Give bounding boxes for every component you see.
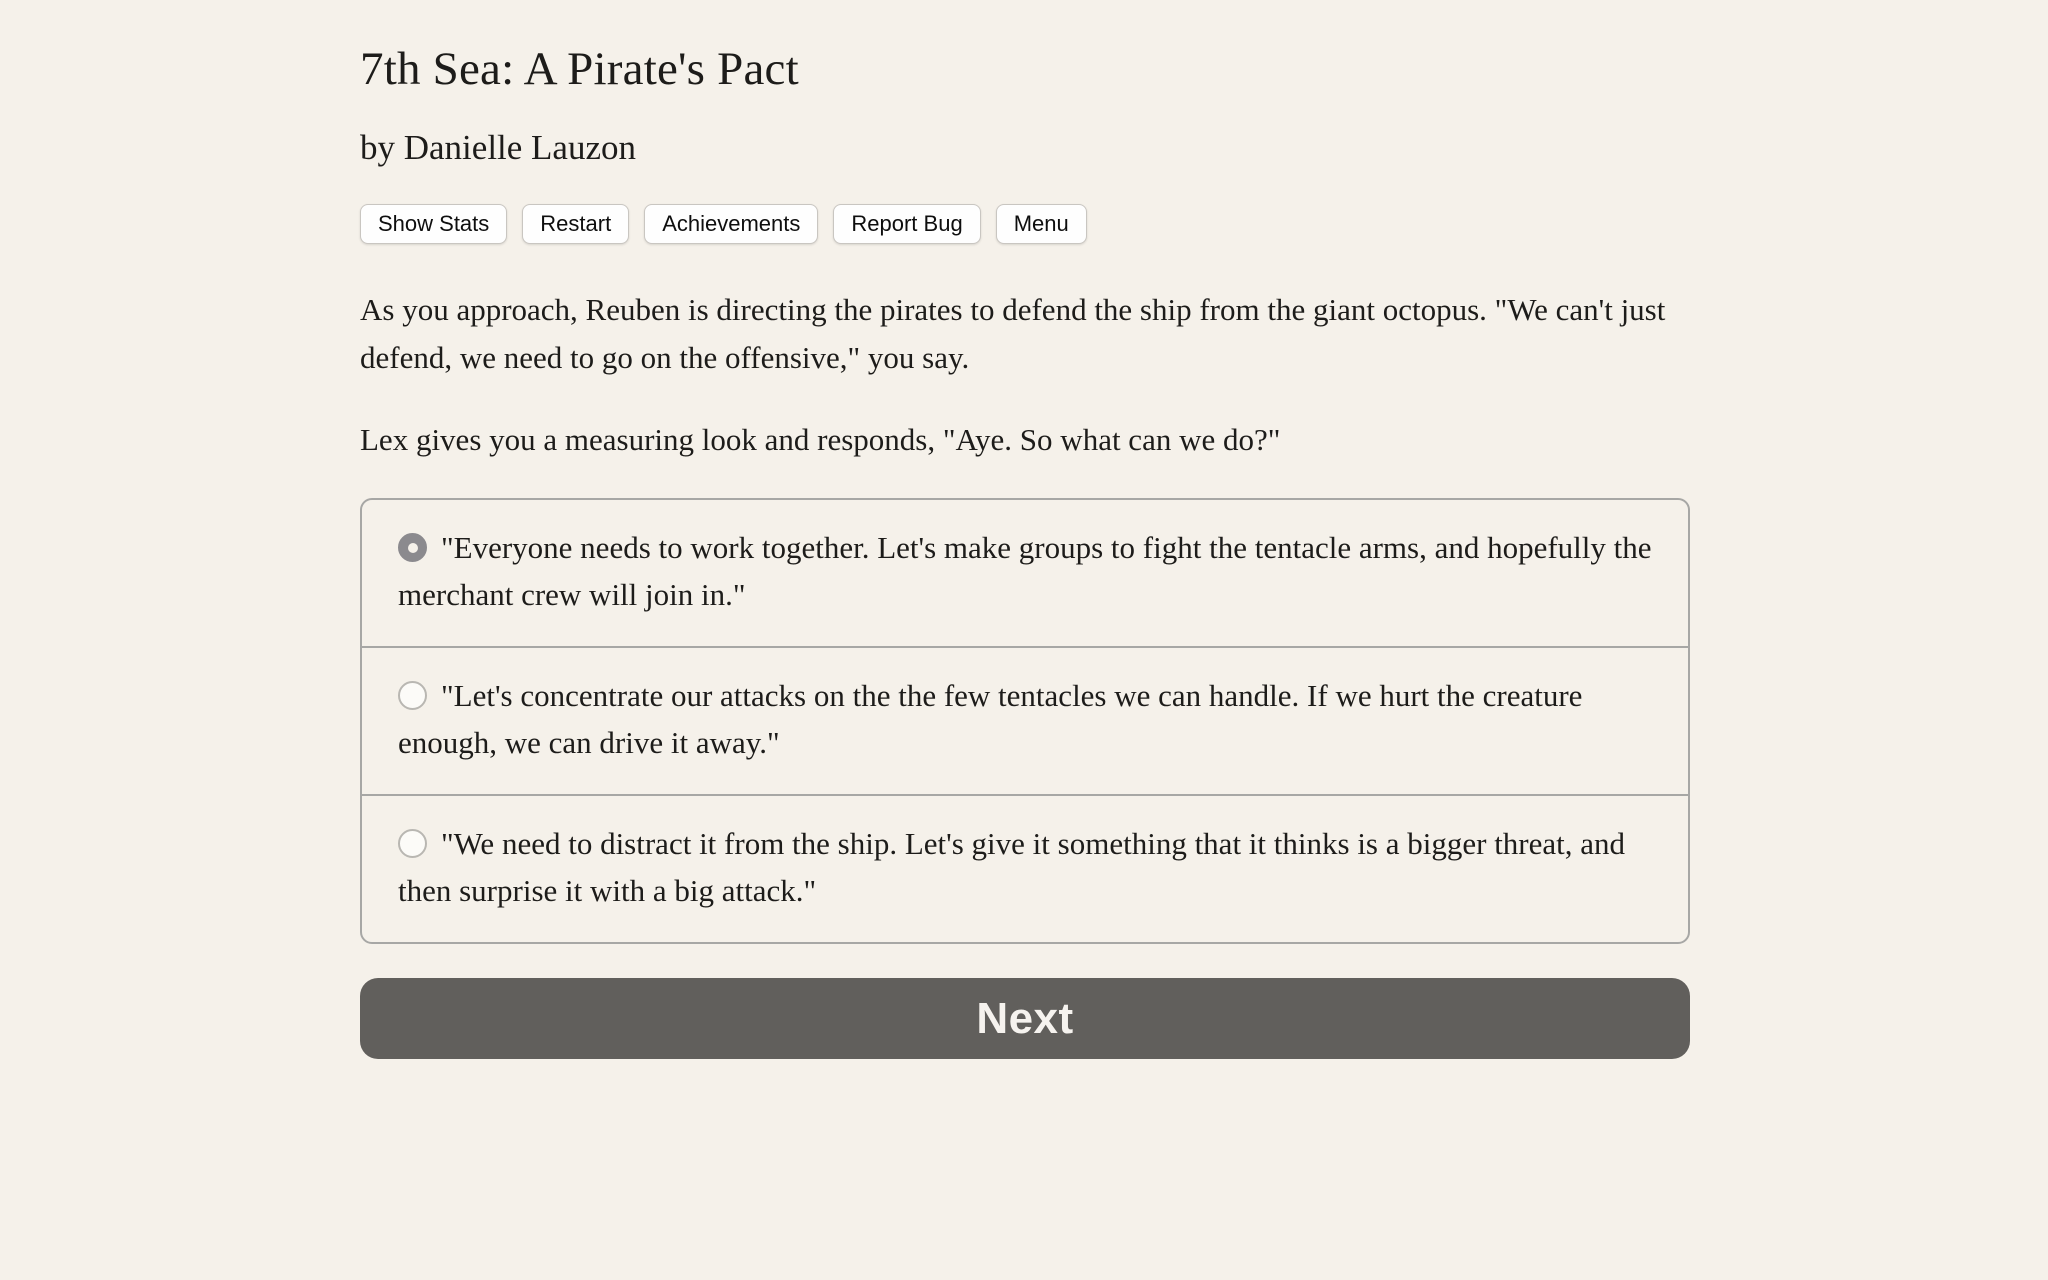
menu-button[interactable]: Menu — [996, 204, 1087, 244]
game-byline: by Danielle Lauzon — [360, 128, 637, 167]
choice-radio[interactable] — [398, 829, 427, 858]
show-stats-button[interactable]: Show Stats — [360, 204, 507, 244]
game-page — [360, 0, 1690, 1059]
choice-list — [360, 498, 1690, 944]
choice-option-3[interactable] — [362, 794, 1688, 942]
choice-radio[interactable] — [398, 681, 427, 710]
choice-label: "Let's concentrate our attacks on the the few tentacles we can handle. If we hurt the creature enough, we can drive it away." — [398, 678, 1583, 761]
choice-label: "We need to distract it from the ship. Let's give it something that it thinks is a bigger threat, and then surprise it with a big attack." — [398, 826, 1626, 909]
achievements-button[interactable]: Achievements — [644, 204, 818, 244]
choice-option-1[interactable] — [362, 500, 1688, 646]
next-button[interactable]: Next — [360, 978, 1690, 1059]
game-title: 7th Sea: A Pirate's Pact — [360, 43, 799, 95]
choice-option-2-text — [398, 678, 1582, 760]
choice-option-3-text — [398, 826, 1625, 908]
report-bug-button[interactable]: Report Bug — [833, 204, 980, 244]
story-paragraph: As you approach, Reuben is directing the pirates to defend the ship from the giant octopus. "We can't just defend, we need to go on the offensive," you say. — [360, 292, 1666, 376]
story-text — [360, 286, 1690, 464]
restart-button[interactable]: Restart — [522, 204, 629, 244]
story-paragraph: Lex gives you a measuring look and responds, "Aye. So what can we do?" — [360, 422, 1281, 458]
choice-label: "Everyone needs to work together. Let's make groups to fight the tentacle arms, and hopefully the merchant crew will join in." — [398, 530, 1652, 613]
choice-option-1-text — [398, 530, 1652, 612]
choice-radio[interactable] — [398, 533, 427, 562]
toolbar — [360, 204, 1690, 244]
choice-option-2[interactable] — [362, 646, 1688, 794]
